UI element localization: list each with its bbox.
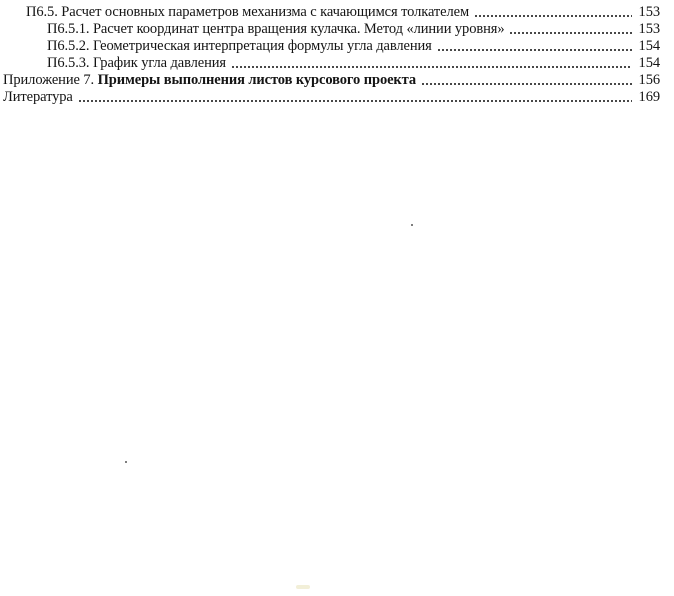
toc-entry-title <box>3 89 76 106</box>
toc-entry-text: Расчет основных параметров механизма с качающимся толкателем <box>61 4 470 20</box>
toc-entry-page: 153 <box>638 4 660 20</box>
toc-entry-page: 154 <box>638 38 660 54</box>
dot-leader <box>78 89 632 106</box>
toc-entry[interactable] <box>3 87 660 106</box>
toc-entry-text: График угла давления <box>92 55 227 71</box>
toc-entry-text: Геометрическая интерпретация формулы угла давления <box>92 38 432 54</box>
scan-speck <box>411 224 413 226</box>
toc-entry-number: П6.5.2. <box>47 38 90 54</box>
toc-entry-text: Примеры выполнения листов курсового проекта <box>97 72 417 88</box>
toc-entry-number: П6.5.1. <box>47 21 90 37</box>
toc-entry-page: 156 <box>638 72 660 88</box>
toc-entry-text: Литература <box>3 89 73 105</box>
toc-entry-number: П6.5.3. <box>47 55 90 71</box>
toc-entry-text: Расчет координат центра вращения кулачка. Метод «линии уровня» <box>92 21 505 37</box>
scan-speck <box>125 461 127 463</box>
scan-smudge <box>296 585 310 589</box>
toc-entry-number: Приложение 7. <box>3 72 95 88</box>
toc-entry-page: 153 <box>638 21 660 37</box>
toc-entry-page: 154 <box>638 55 660 71</box>
toc-entry-page: 169 <box>638 89 660 105</box>
toc-entry-number: П6.5. <box>26 4 58 20</box>
